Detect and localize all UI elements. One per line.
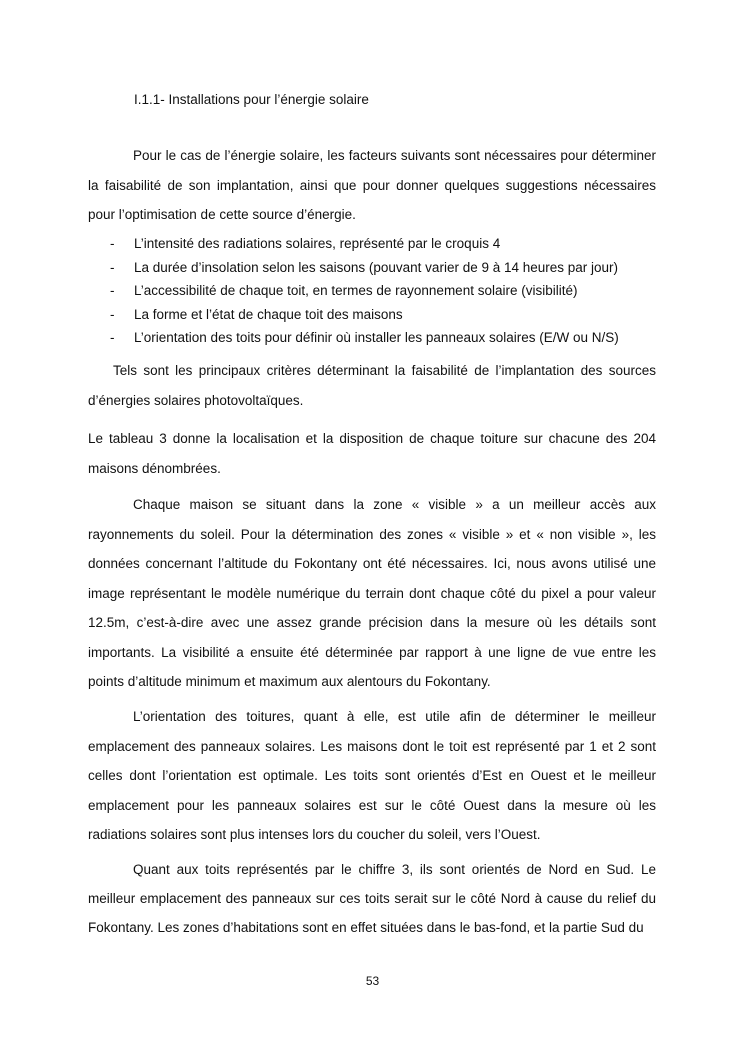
bullet-dash: - [110, 306, 115, 322]
bullet-dash: - [110, 236, 115, 251]
section-heading: I.1.1- Installations pour l’énergie solaire [134, 92, 369, 107]
roofs-paragraph: Quant aux toits représentés par le chiffre 3, ils sont orientés de Nord en Sud. Le meilleur emplacement des panneaux sur ces toits serait sur le côté Nord à cause du relief du Fokontany. Les zones d’habitations sont en effet situées dans le bas-fond, et la partie Sud du [88, 862, 656, 935]
list-item [110, 258, 670, 282]
criteria-paragraph: Tels sont les principaux critères déterminant la faisabilité de l’implantation des sources d’énergies solaires photovoltaïques. [88, 363, 656, 408]
visibility-paragraph: Chaque maison se situant dans la zone « visible » a un meilleur accès aux rayonnements du soleil. Pour la détermination des zones « visible » et « non visible », les données concernant l’altitude du Fokontany ont été nécessaires. Ici, nous avons utilisé une image représentant le modèle numérique du terrain dont chaque côté du pixel a pour valeur 12.5m, c’est-à-dire avec une assez grande précision dans la mesure où les détails sont importants. La visibilité a ensuite été déterminée par rapport à une ligne de vue entre les points d’altitude minimum et maximum aux alentours du Fokontany. [88, 497, 656, 689]
list-item-text: L’orientation des toits pour définir où installer les panneaux solaires (E/W ou N/S) [134, 330, 619, 345]
orientation-paragraph: L’orientation des toitures, quant à elle, est utile afin de déterminer le meilleur emplacement des panneaux solaires. Les maisons dont le toit est représenté par 1 et 2 sont celles dont l’orientation est optimale. Les toits sont orientés d’Est en Ouest et le meilleur emplacement pour les panneaux solaires est sur le côté Ouest dans la mesure où les radiations solaires sont plus intenses lors du coucher du soleil, vers l’Ouest. [88, 709, 656, 842]
page-number: 53 [365, 974, 380, 988]
list-item [110, 328, 670, 352]
table-reference-paragraph: Le tableau 3 donne la localisation et la disposition de chaque toiture sur chacune des 204 maisons dénombrées. [88, 431, 656, 476]
list-item [110, 281, 670, 305]
criteria-list [110, 234, 670, 352]
list-item [110, 305, 670, 329]
list-item-text: La forme et l’état de chaque toit des maisons [134, 306, 403, 322]
bullet-dash: - [110, 283, 115, 298]
list-item [110, 234, 670, 258]
intro-paragraph: Pour le cas de l’énergie solaire, les facteurs suivants sont nécessaires pour déterminer la faisabilité de son implantation, ainsi que pour donner quelques suggestions nécessaires pour l’optimisation de cette source d’énergie. [88, 148, 656, 222]
bullet-dash: - [110, 330, 115, 345]
list-item-text: La durée d’insolation selon les saisons (pouvant varier de 9 à 14 heures par jour) [134, 259, 619, 275]
list-item-text: L’intensité des radiations solaires, représenté par le croquis 4 [134, 236, 501, 251]
list-item-text: L’accessibilité de chaque toit, en termes de rayonnement solaire (visibilité) [134, 283, 578, 298]
bullet-dash: - [110, 259, 115, 275]
